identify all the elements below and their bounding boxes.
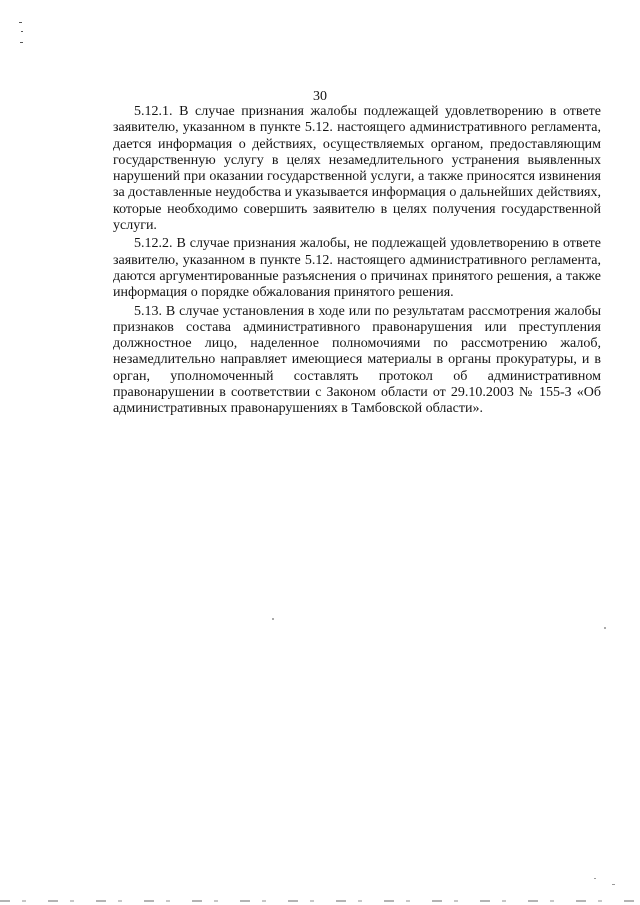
scan-speck xyxy=(20,42,23,43)
scan-speck xyxy=(272,618,274,620)
document-body xyxy=(113,104,601,418)
scan-speck xyxy=(612,884,615,885)
paragraph-5-12-2: 5.12.2. В случае признания жалобы, не подлежащей удовлетворению в ответе заявителю, указанном в пункте 5.12. настоящего административного регламента, даются аргументированные разъяснения о причинах принятого решения, а также информация о порядке обжалования принятого решения. xyxy=(113,236,601,301)
scan-speck xyxy=(21,31,23,32)
scan-edge-marks xyxy=(0,900,640,902)
scan-speck xyxy=(19,22,22,23)
paragraph-5-13: 5.13. В случае установления в ходе или по результатам рассмотрения жалобы признаков состава административного правонарушения или преступления должностное лицо, наделенное полномочиями по рассмотрению жалоб, незамедлительно направляет имеющиеся материалы в органы прокуратуры, и в орган, уполномоченный составлять протокол об административном правонарушении в соответствии с Законом области от 29.10.2003 № 155-З «Об административных правонарушениях в Тамбовской области». xyxy=(113,303,601,417)
scan-speck xyxy=(604,627,606,629)
paragraph-5-12-1: 5.12.1. В случае признания жалобы подлежащей удовлетворению в ответе заявителю, указанном в пункте 5.12. настоящего административного регламента, дается информация о действиях, осуществляемых органом, предоставляющим государственную услугу в целях незамедлительного устранения выявленных нарушений при оказании государственной услуги, а также приносятся извинения за доставленные неудобства и указывается информация о дальнейших действиях, которые необходимо совершить заявителю в целях получения государственной услуги. xyxy=(113,104,601,234)
scan-speck xyxy=(594,878,596,879)
page-number: 30 xyxy=(313,89,327,104)
